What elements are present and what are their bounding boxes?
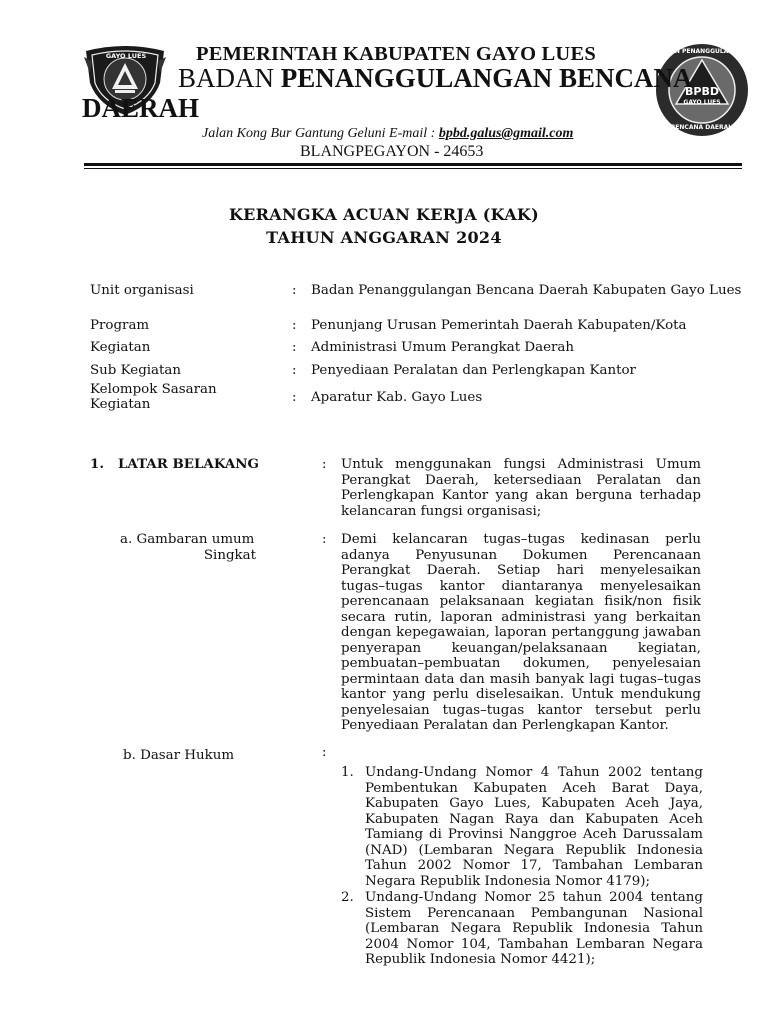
- sub-a-label: [120, 532, 256, 563]
- identity-label: Unit organisasi: [90, 283, 194, 298]
- document-subtitle: TAHUN ANGGARAN 2024: [266, 228, 502, 247]
- letterhead-city: BLANGPEGAYON - 24653: [300, 143, 484, 160]
- identity-label: Sub Kegiatan: [90, 363, 182, 378]
- right-logo-sub-text: GAYO LUES: [683, 99, 721, 106]
- sub-b-label: b. Dasar Hukum: [123, 748, 235, 763]
- identity-value: Penunjang Urusan Pemerintah Daerah Kabupaten/Kota: [311, 318, 687, 333]
- identity-label: Kelompok Sasaran Kegiatan: [90, 382, 217, 412]
- letterhead-agency-name: [82, 63, 732, 123]
- colon: :: [292, 390, 297, 405]
- address-text: Jalan Kong Bur Gantung Geluni E-mail :: [202, 126, 439, 141]
- letterhead-rule-thick: [84, 163, 742, 166]
- identity-value: Badan Penanggulangan Bencana Daerah Kabupaten Gayo Lues: [311, 283, 742, 298]
- legal-basis-list: [341, 765, 703, 968]
- section-intro-text: Untuk menggunakan fungsi Administrasi Umum Perangkat Daerah, ketersediaan Peralatan dan Perlengkapan Kantor yang akan berguna terhadap kelancaran fungsi organisasi;: [341, 457, 701, 519]
- identity-table: [90, 283, 740, 423]
- document-title: KERANGKA ACUAN KERJA (KAK): [228, 205, 540, 224]
- email-link[interactable]: bpbd.galus@gmail.com: [438, 126, 574, 141]
- colon: :: [292, 283, 297, 298]
- colon: :: [292, 340, 297, 355]
- identity-value: Aparatur Kab. Gayo Lues: [311, 390, 483, 405]
- right-logo-top-text: BADAN PENANGGULANGAN: [656, 48, 748, 55]
- letterhead-address: [202, 126, 573, 142]
- letterhead-government-line: PEMERINTAH KABUPATEN GAYO LUES: [196, 43, 596, 65]
- legal-basis-text: Undang-Undang Nomor 25 tahun 2004 tentang Sistem Perencanaan Pembangunan Nasional (Lembaran Negara Republik Indonesia Tahun 2004 Nomor 104, Tambahan Lembaran Negara Republik Indonesia Nomor 4421);: [365, 890, 703, 967]
- identity-value: Administrasi Umum Perangkat Daerah: [311, 340, 575, 355]
- colon: :: [322, 457, 327, 472]
- legal-basis-number: 2.: [341, 890, 354, 905]
- colon: :: [292, 318, 297, 333]
- identity-value: Penyediaan Peralatan dan Perlengkapan Kantor: [311, 363, 636, 378]
- legal-basis-item: [341, 765, 703, 889]
- legal-basis-number: 1.: [341, 765, 354, 780]
- right-logo-bottom-text: BENCANA DAERAH: [670, 124, 734, 131]
- agency-name-bold: PENANGGULANGAN BENCANA DAERAH: [82, 63, 692, 123]
- left-logo-text: GAYO LUES: [105, 52, 147, 60]
- sub-a-label-line2: Singkat: [203, 547, 256, 563]
- sub-a-text: Demi kelancaran tugas–tugas kedinasan perlu adanya Penyusunan Dokumen Perencanaan Perangkat Daerah. Setiap hari menyelesaikan tugas–tugas kantor diantaranya menyelesaikan perencanaan pelaksanaan kegiatan fisik/non fisik secara rutin, laporan administrasi yang berkaitan dengan kepegawaian, laporan pertanggung jawaban penyerapan keuangan/pelaksanaan kegiatan, pembuatan–pembuatan dokumen, penyelesaian permintaan data dan masih banyak lagi tugas–tugas kantor yang perlu diselesaikan. Untuk mendukung penyelesaian tugas–tugas kantor tersebut perlu Penyediaan Peralatan dan Perlengkapan Kantor.: [341, 532, 701, 733]
- section-heading: LATAR BELAKANG: [118, 456, 259, 472]
- identity-label: Kegiatan: [90, 340, 151, 355]
- sub-a-label-line1: a. Gambaran umum: [120, 532, 255, 547]
- letterhead-rule-thin: [84, 168, 742, 169]
- legal-basis-text: Undang-Undang Nomor 4 Tahun 2002 tentang Pembentukan Kabupaten Aceh Barat Daya, Kabupaten Gayo Lues, Kabupaten Aceh Jaya, Kabupaten Nagan Raya dan Kabupaten Aceh Tamiang di Provinsi Nanggroe Aceh Darussalam (NAD) (Lembaran Negara Republik Indonesia Tahun 2002 Nomor 17, Tambahan Lembaran Negara Republik Indonesia Nomor 4179);: [365, 765, 703, 889]
- colon: :: [322, 745, 327, 760]
- identity-label: Program: [90, 318, 150, 333]
- right-logo-center-text: BPBD: [685, 85, 719, 98]
- agency-name-prefix: BADAN: [178, 63, 281, 93]
- colon: :: [292, 363, 297, 378]
- legal-basis-item: [341, 890, 703, 968]
- colon: :: [322, 532, 327, 547]
- section-number: 1.: [90, 456, 104, 472]
